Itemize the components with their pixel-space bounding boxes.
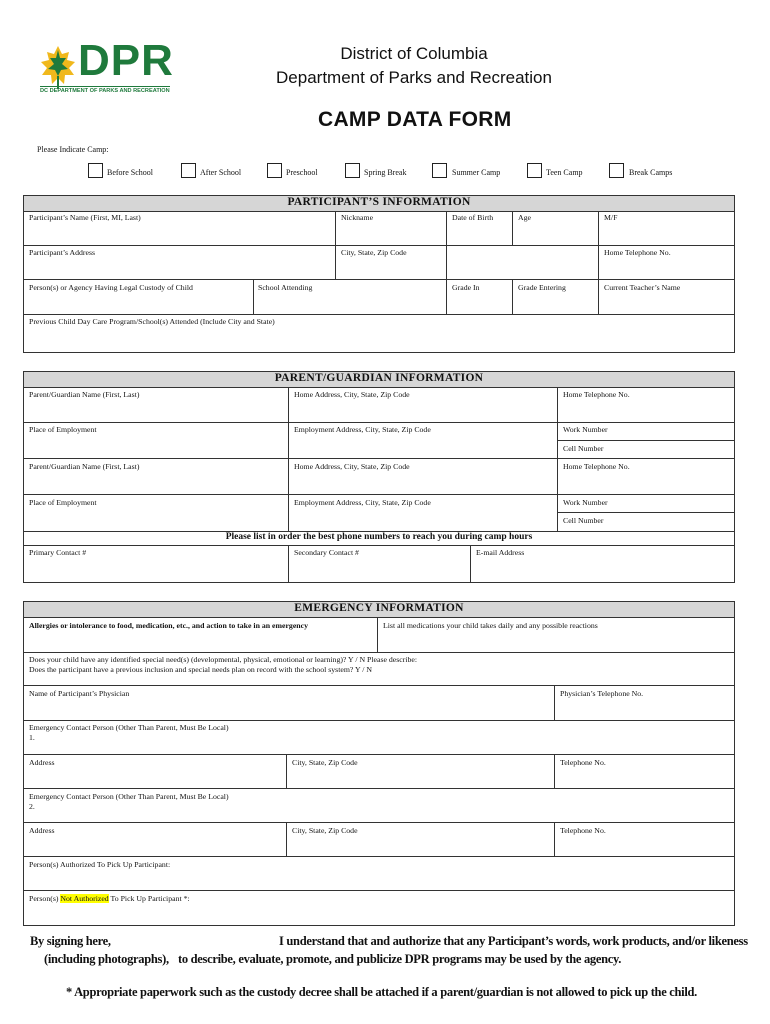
divider <box>557 387 558 531</box>
divider <box>23 720 735 721</box>
guardian2-employment-field[interactable]: Place of Employment <box>29 498 97 507</box>
guardian-cell-number-field[interactable]: Cell Number <box>563 444 604 453</box>
contact-number: 2. <box>29 802 35 811</box>
checkbox-spring-break[interactable] <box>345 163 360 178</box>
not-authorized-suffix: To Pick Up Participant *: <box>108 894 190 903</box>
header-line-2: Department of Parks and Recreation <box>276 68 552 87</box>
divider <box>253 279 254 314</box>
divider <box>23 890 735 891</box>
contact1-address-field[interactable]: Address <box>29 758 55 767</box>
divider <box>554 685 555 720</box>
oak-leaf-icon <box>38 44 78 90</box>
parent-section <box>23 371 735 583</box>
divider <box>286 822 287 856</box>
contact2-address-field[interactable]: Address <box>29 826 55 835</box>
divider <box>23 545 735 546</box>
dob-field[interactable]: Date of Birth <box>452 213 494 222</box>
secondary-contact-field[interactable]: Secondary Contact # <box>294 548 359 557</box>
divider <box>23 685 735 686</box>
authorized-pickup-field[interactable]: Person(s) Authorized To Pick Up Participant: <box>29 860 171 869</box>
divider <box>335 211 336 279</box>
consent-line-1: I understand that and authorize that any Participant’s words, work products, and/or likeness <box>279 934 748 948</box>
checkbox-teen-camp[interactable] <box>527 163 542 178</box>
not-authorized-pickup-field[interactable] <box>29 894 190 904</box>
divider <box>286 754 287 788</box>
divider <box>554 822 555 856</box>
physician-name-field[interactable]: Name of Participant’s Physician <box>29 689 130 698</box>
consent-line-2b: to describe, evaluate, promote, and publicize DPR programs may be used by the agency. <box>178 952 622 966</box>
participant-title: PARTICIPANT’S INFORMATION <box>24 196 734 212</box>
dpr-logo <box>38 36 178 98</box>
divider <box>288 387 289 531</box>
divider <box>23 788 735 789</box>
camp-option-label: Teen Camp <box>546 168 583 177</box>
divider <box>23 856 735 857</box>
guardian2-cell-number-field[interactable]: Cell Number <box>563 516 604 525</box>
age-field[interactable]: Age <box>518 213 531 222</box>
school-field[interactable]: School Attending <box>258 283 313 292</box>
divider <box>23 422 735 423</box>
primary-contact-field[interactable]: Primary Contact # <box>29 548 87 557</box>
guardian-employment-field[interactable]: Place of Employment <box>29 425 97 434</box>
checkbox-summer-camp[interactable] <box>432 163 447 178</box>
custody-note: * Appropriate paperwork such as the custody decree shall be attached if a parent/guardian is not allowed to pick up the child. <box>66 985 698 999</box>
divider <box>23 279 735 280</box>
checkbox-before-school[interactable] <box>88 163 103 178</box>
divider <box>470 545 471 583</box>
emergency-contact-2-field[interactable]: Emergency Contact Person (Other Than Parent, Must Be Local) <box>29 792 229 801</box>
grade-entering-field[interactable]: Grade Entering <box>518 283 566 292</box>
not-authorized-prefix: Person(s) <box>29 894 61 903</box>
contact1-city-field[interactable]: City, State, Zip Code <box>292 758 358 767</box>
divider <box>23 458 735 459</box>
divider <box>377 617 378 652</box>
guardian-home-phone-field[interactable]: Home Telephone No. <box>563 390 630 399</box>
divider <box>23 822 735 823</box>
guardian2-work-number-field[interactable]: Work Number <box>563 498 608 507</box>
not-authorized-highlight: Not Authorized <box>60 894 109 903</box>
guardian2-home-address-field[interactable]: Home Address, City, State, Zip Code <box>294 462 410 471</box>
special-needs-question[interactable]: Does your child have any identified special need(s) (developmental, physical, emotional or learning)? Y / N Please describe: <box>29 655 418 664</box>
participant-name-field[interactable]: Participant’s Name (First, MI, Last) <box>29 213 141 222</box>
guardian-employment-address-field[interactable]: Employment Address, City, State, Zip Code <box>294 425 431 434</box>
guardian2-employment-address-field[interactable]: Employment Address, City, State, Zip Code <box>294 498 431 507</box>
header-line-1: District of Columbia <box>340 44 488 63</box>
emergency-section <box>23 601 735 926</box>
contact2-phone-field[interactable]: Telephone No. <box>560 826 606 835</box>
camp-prompt: Please Indicate Camp: <box>37 145 109 154</box>
divider <box>23 754 735 755</box>
gender-field[interactable]: M/F <box>604 213 618 222</box>
teacher-field[interactable]: Current Teacher’s Name <box>604 283 681 292</box>
physician-phone-field[interactable]: Physician’s Telephone No. <box>560 689 644 698</box>
nickname-field[interactable]: Nickname <box>341 213 374 222</box>
allergies-field[interactable]: Allergies or intolerance to food, medication, etc., and action to take in an emergency <box>29 621 308 630</box>
email-field[interactable]: E-mail Address <box>476 548 525 557</box>
camp-option-label: Preschool <box>286 168 318 177</box>
previous-program-field[interactable]: Previous Child Day Care Program/School(s) Attended (Include City and State) <box>29 317 275 326</box>
camp-option-label: Spring Break <box>364 168 407 177</box>
sign-here-label: By signing here, <box>30 934 111 948</box>
form-title: CAMP DATA FORM <box>318 108 512 131</box>
guardian-name-field[interactable]: Parent/Guardian Name (First, Last) <box>29 390 140 399</box>
contact-number: 1. <box>29 733 35 742</box>
divider <box>288 545 289 583</box>
divider <box>446 211 447 314</box>
guardian-home-address-field[interactable]: Home Address, City, State, Zip Code <box>294 390 410 399</box>
contact2-city-field[interactable]: City, State, Zip Code <box>292 826 358 835</box>
checkbox-preschool[interactable] <box>267 163 282 178</box>
custody-field[interactable]: Person(s) or Agency Having Legal Custody of Child <box>29 283 193 292</box>
camp-option-label: Summer Camp <box>452 168 501 177</box>
emergency-title: EMERGENCY INFORMATION <box>24 602 734 618</box>
participant-address-field[interactable]: Participant’s Address <box>29 248 96 257</box>
divider <box>557 440 735 441</box>
camp-option-label: After School <box>200 168 242 177</box>
logo-text: DPR <box>78 36 174 85</box>
grade-in-field[interactable]: Grade In <box>452 283 480 292</box>
home-phone-field[interactable]: Home Telephone No. <box>604 248 671 257</box>
inclusion-plan-question[interactable]: Does the participant have a previous inclusion and special needs plan on record with the school system? Y / N <box>29 665 373 674</box>
divider <box>554 754 555 788</box>
checkbox-break-camps[interactable] <box>609 163 624 178</box>
logo-subtitle: DC DEPARTMENT OF PARKS AND RECREATION <box>40 88 170 94</box>
parent-title: PARENT/GUARDIAN INFORMATION <box>24 372 734 388</box>
contact1-phone-field[interactable]: Telephone No. <box>560 758 606 767</box>
checkbox-after-school[interactable] <box>181 163 196 178</box>
camp-option-label: Before School <box>107 168 153 177</box>
guardian2-name-field[interactable]: Parent/Guardian Name (First, Last) <box>29 462 140 471</box>
medications-field[interactable]: List all medications your child takes daily and any possible reactions <box>383 621 598 630</box>
divider <box>557 512 735 513</box>
guardian-work-number-field[interactable]: Work Number <box>563 425 608 434</box>
camp-option-label: Break Camps <box>629 168 673 177</box>
divider <box>512 211 513 245</box>
divider <box>23 652 735 653</box>
phone-instruction: Please list in order the best phone numbers to reach you during camp hours <box>225 532 533 542</box>
guardian2-home-phone-field[interactable]: Home Telephone No. <box>563 462 630 471</box>
divider <box>23 314 735 315</box>
city-state-zip-field[interactable]: City, State, Zip Code <box>341 248 407 257</box>
divider <box>598 211 599 314</box>
consent-line-2a: (including photographs), <box>44 952 169 966</box>
emergency-contact-1-field[interactable]: Emergency Contact Person (Other Than Parent, Must Be Local) <box>29 723 229 732</box>
divider <box>23 245 735 246</box>
divider <box>23 494 735 495</box>
divider <box>512 279 513 314</box>
